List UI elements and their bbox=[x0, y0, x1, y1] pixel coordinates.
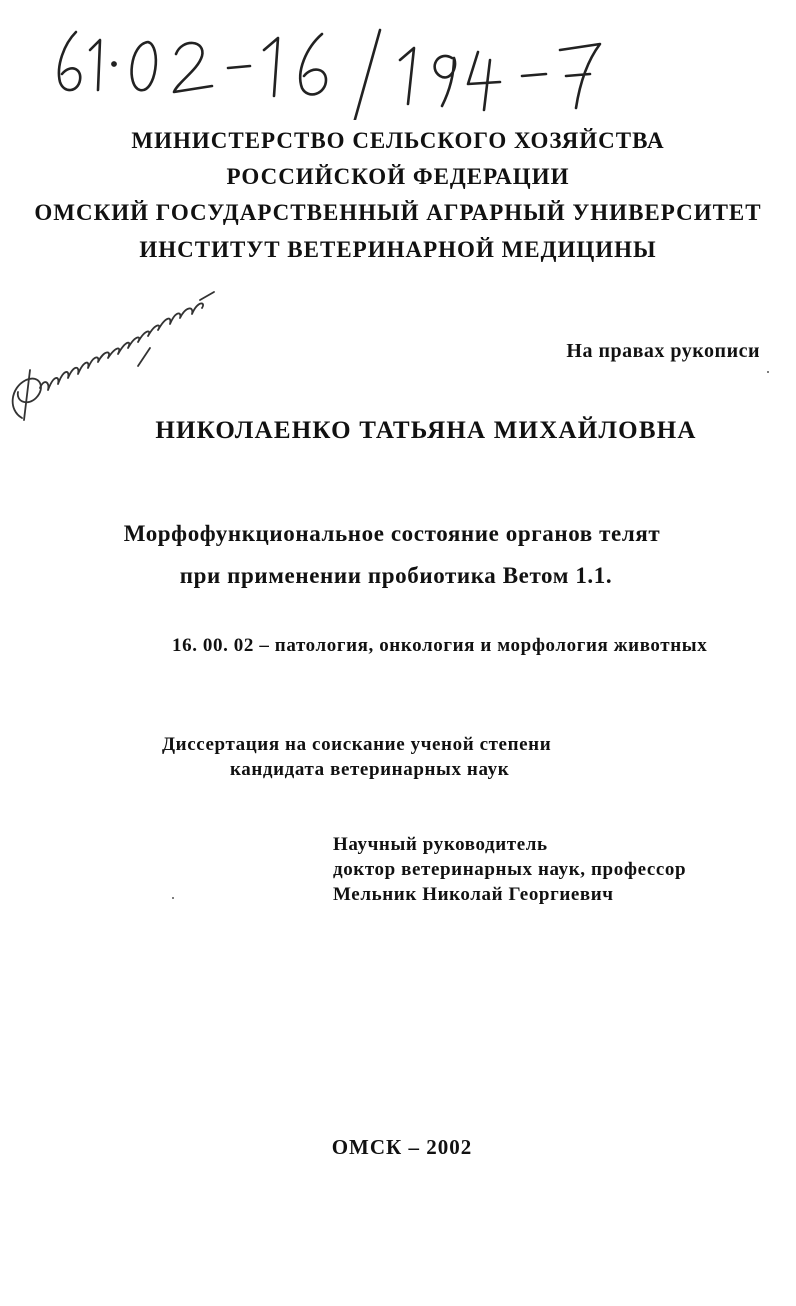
ministry-heading: МИНИСТЕРСТВО СЕЛЬСКОГО ХОЗЯЙСТВА bbox=[131, 128, 665, 153]
handwritten-signature bbox=[0, 270, 260, 430]
scan-speck bbox=[172, 897, 174, 899]
manuscript-rights-note: На правах рукописи bbox=[566, 340, 760, 362]
archive-number-handwriting bbox=[28, 20, 628, 120]
supervisor-name: Мельник Николай Георгиевич bbox=[333, 884, 614, 905]
city-year: ОМСК – 2002 bbox=[331, 1135, 473, 1159]
author-name: НИКОЛАЕНКО ТАТЬЯНА МИХАЙЛОВНА bbox=[155, 417, 697, 444]
scan-speck bbox=[767, 371, 769, 373]
federation-heading: РОССИЙСКОЙ ФЕДЕРАЦИИ bbox=[226, 164, 570, 189]
supervisor-role: Научный руководитель bbox=[333, 834, 548, 855]
university-heading: ОМСКИЙ ГОСУДАРСТВЕННЫЙ АГРАРНЫЙ УНИВЕРСИТЕТ bbox=[34, 200, 762, 225]
degree-statement-line-2: кандидата ветеринарных наук bbox=[230, 759, 510, 780]
degree-statement-line-1: Диссертация на соискание ученой степени bbox=[162, 734, 552, 755]
dissertation-title-line-2: при применении пробиотика Ветом 1.1. bbox=[179, 563, 613, 588]
institute-heading: ИНСТИТУТ ВЕТЕРИНАРНОЙ МЕДИЦИНЫ bbox=[139, 237, 657, 262]
supervisor-degree: доктор ветеринарных наук, профессор bbox=[333, 859, 687, 880]
dissertation-title-line-1: Морфофункциональное состояние органов телят bbox=[123, 521, 661, 546]
specialty-code: 16. 00. 02 – патология, онкология и морфология животных bbox=[172, 635, 708, 656]
